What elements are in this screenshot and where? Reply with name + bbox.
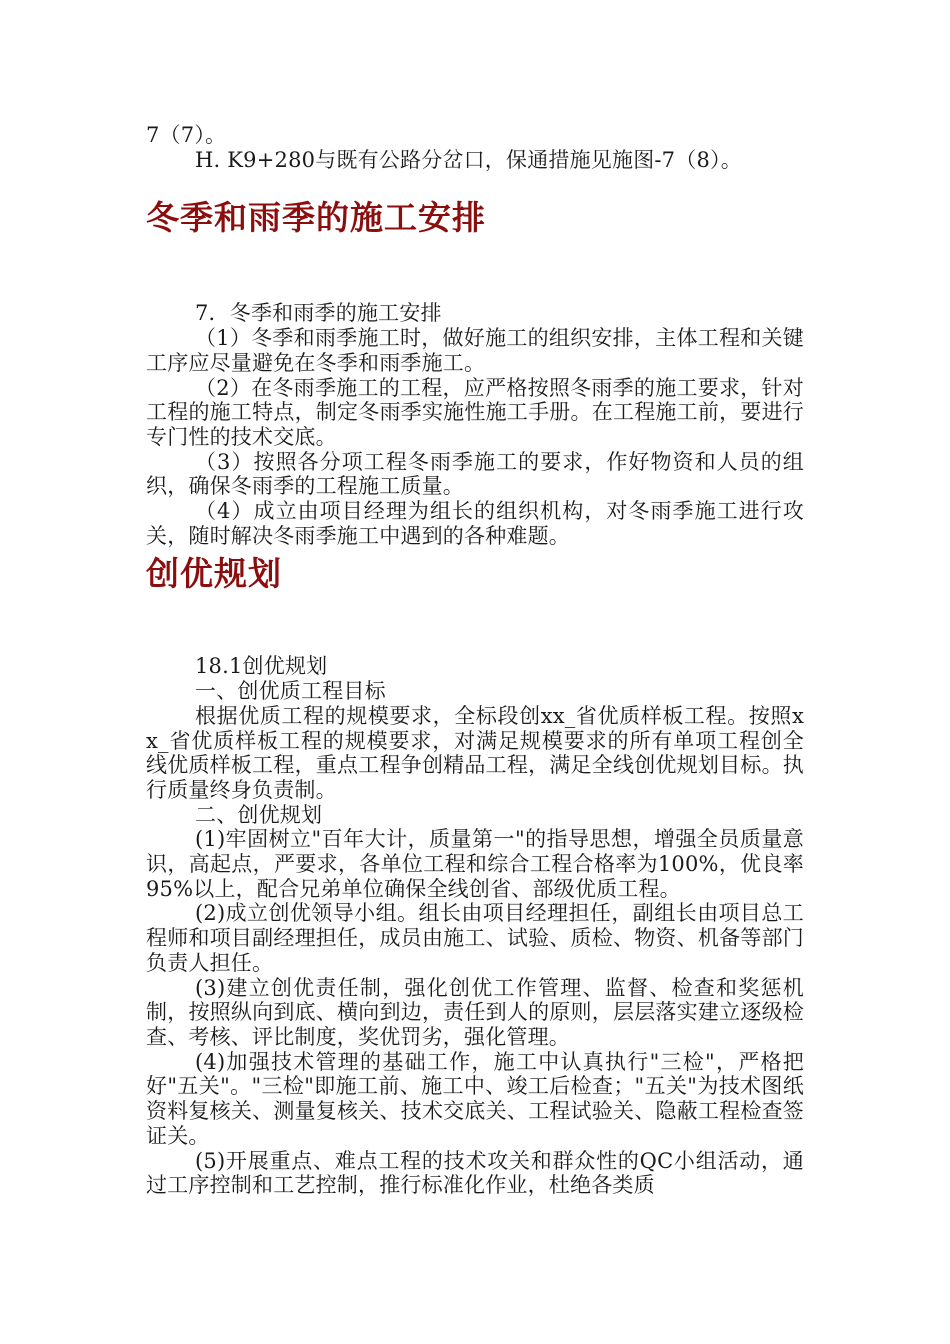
paragraph-goal-body: 根据优质工程的规模要求，全标段创xx_省优质样板工程。按照xx_省优质样板工程的规模要求，对满足规模要求的所有单项工程创全线优质样板工程，重点工程争创精品工程，满足全线创优规划目标。执行质量终身负责制。 (146, 703, 804, 802)
paragraph-item-3: （3）按照各分项工程冬雨季施工的要求，作好物资和人员的组织，确保冬雨季的工程施工质量。 (146, 449, 804, 499)
heading-excellence-plan: 创优规划 (146, 554, 282, 594)
heading-winter-rainy-season: 冬季和雨季的施工安排 (146, 198, 486, 238)
paragraph-item-1: （1）冬季和雨季施工时，做好施工的组织安排，主体工程和关键工序应尽量避免在冬季和雨季施工。 (146, 326, 804, 375)
paragraph-item-4: （4）成立由项目经理为组长的组织机构，对冬雨季施工进行攻关，随时解决冬雨季施工中遇到的各种难题。 (146, 499, 804, 548)
paragraph-item-2: （2）在冬雨季施工的工程，应严格按照冬雨季的施工要求，针对工程的施工特点，制定冬雨季实施性施工手册。在工程施工前，要进行专门性的技术交底。 (146, 375, 804, 449)
paragraph-continuation: 7（7）。 (146, 123, 227, 147)
paragraph-goal-title: 一、创优质工程目标 (195, 679, 386, 704)
paragraph-plan-title: 二、创优规划 (195, 802, 323, 827)
paragraph-plan-item-4: (4)加强技术管理的基础工作，施工中认真执行"三检"，严格把好"五关"。"三检"即施工前、施工中、竣工后检查；"五关"为技术图纸资料复核关、测量复核关、技术交底关、工程试验关、隐蔽工程检查签证关。 (146, 1049, 804, 1148)
paragraph-plan-item-5: (5)开展重点、难点工程的技术攻关和群众性的QC小组活动，通过工序控制和工艺控制，推行标准化作业，杜绝各类质 (146, 1148, 804, 1198)
paragraph-section-7-title: 7．冬季和雨季的施工安排 (195, 301, 442, 326)
paragraph-18-1-title: 18.1创优规划 (195, 654, 328, 679)
paragraph-plan-item-3: (3)建立创优责任制，强化创优工作管理、监督、检查和奖惩机制，按照纵向到底、横向到边，责任到人的原则，层层落实建立逐级检查、考核、评比制度，奖优罚劣，强化管理。 (146, 975, 804, 1049)
paragraph-plan-item-1: (1)牢固树立"百年大计，质量第一"的指导思想，增强全员质量意识，高起点，严要求，各单位工程和综合工程合格率为100%，优良率95%以上，配合兄弟单位确保全线创省、部级优质工程。 (146, 827, 804, 901)
paragraph-plan-item-2: (2)成立创优领导小组。组长由项目经理担任，副组长由项目总工程师和项目副经理担任，成员由施工、试验、质检、物资、机备等部门负责人担任。 (146, 901, 804, 975)
paragraph-h-k9-280: H. K9+280与既有公路分岔口，保通措施见施图-7（8）。 (195, 147, 742, 172)
